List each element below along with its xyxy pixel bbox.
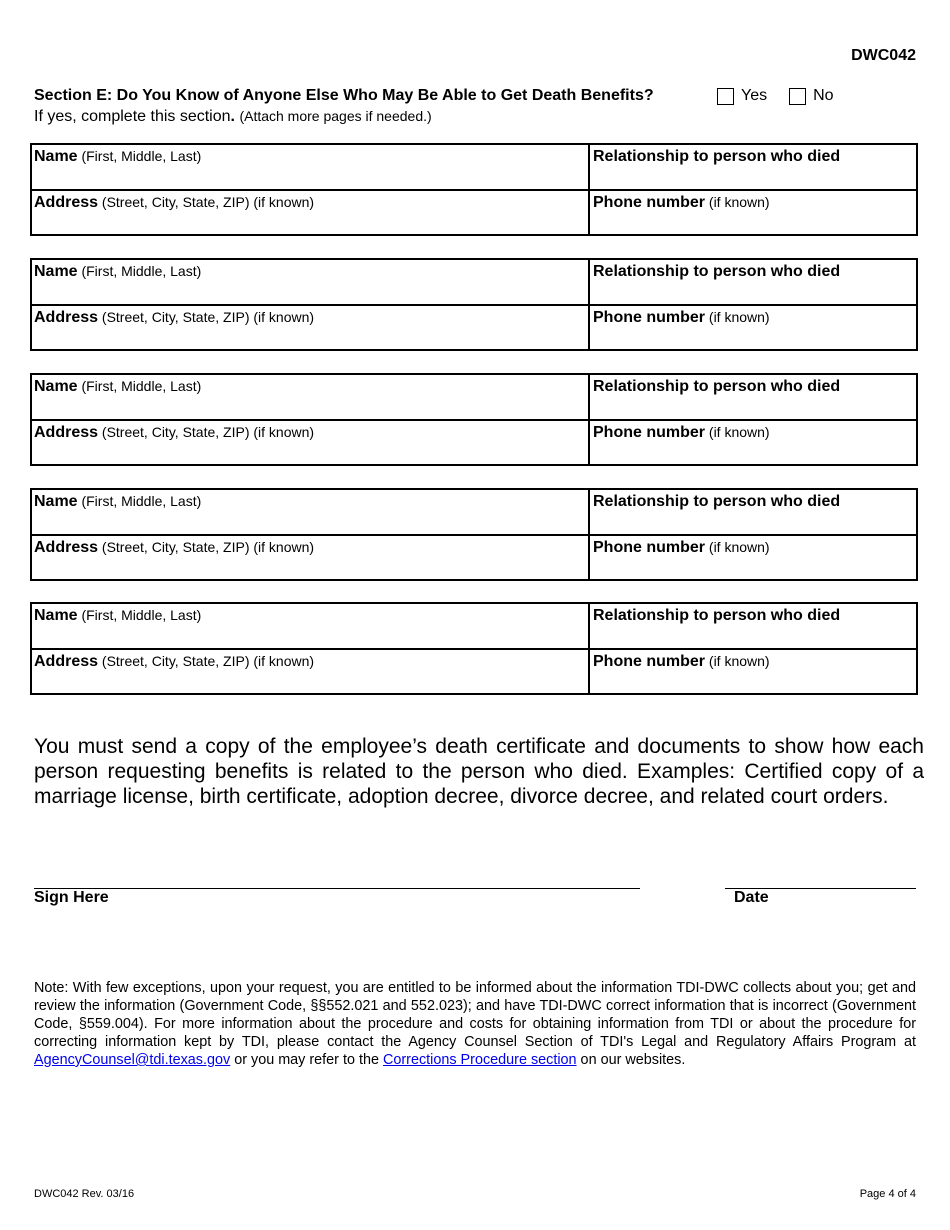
yes-no-choice bbox=[717, 87, 856, 105]
address-hint: (Street, City, State, ZIP) (if known) bbox=[101, 309, 315, 325]
beneficiary-entry bbox=[30, 602, 918, 695]
page-number: Page 4 of 4 bbox=[859, 1188, 916, 1200]
instruction-dot: . bbox=[230, 108, 235, 125]
name-label: Name bbox=[34, 263, 78, 280]
column-divider bbox=[588, 145, 590, 234]
no-label: No bbox=[813, 87, 834, 104]
phone-field[interactable] bbox=[593, 309, 770, 327]
entry-row-name bbox=[32, 145, 916, 191]
relationship-field[interactable] bbox=[593, 493, 840, 511]
column-divider bbox=[588, 604, 590, 693]
documents-notice: You must send a copy of the employee’s death certificate and documents to show how each person requesting benefits is related to the person who died. Examples: Certified copy of a marriage license, birth certificate, adoption decree, divorce decree, and related court orders. bbox=[34, 735, 924, 808]
phone-label: Phone number bbox=[593, 309, 706, 326]
section-instruction bbox=[34, 108, 432, 126]
beneficiary-entry bbox=[30, 488, 918, 581]
beneficiary-entry bbox=[30, 373, 918, 466]
address-field[interactable] bbox=[34, 653, 314, 671]
address-hint: (Street, City, State, ZIP) (if known) bbox=[101, 539, 315, 555]
address-label: Address bbox=[34, 194, 99, 211]
entry-row-name bbox=[32, 260, 916, 306]
phone-hint: (if known) bbox=[708, 424, 770, 440]
phone-hint: (if known) bbox=[708, 194, 770, 210]
relationship-field[interactable] bbox=[593, 263, 840, 281]
name-label: Name bbox=[34, 493, 78, 510]
entry-row-address bbox=[32, 536, 916, 581]
address-hint: (Street, City, State, ZIP) (if known) bbox=[101, 424, 315, 440]
address-label: Address bbox=[34, 539, 99, 556]
column-divider bbox=[588, 375, 590, 464]
section-question: Section E: Do You Know of Anyone Else Who May Be Able to Get Death Benefits? bbox=[34, 87, 654, 104]
entry-row-address bbox=[32, 306, 916, 351]
relationship-field[interactable] bbox=[593, 607, 840, 625]
relationship-field[interactable] bbox=[593, 378, 840, 396]
phone-hint: (if known) bbox=[708, 539, 770, 555]
no-checkbox[interactable] bbox=[789, 88, 806, 105]
address-label: Address bbox=[34, 309, 99, 326]
address-label: Address bbox=[34, 653, 99, 670]
note-text-middle: or you may refer to the bbox=[230, 1052, 383, 1068]
name-hint: (First, Middle, Last) bbox=[81, 493, 202, 509]
phone-hint: (if known) bbox=[708, 309, 770, 325]
phone-label: Phone number bbox=[593, 194, 706, 211]
corrections-procedure-link[interactable]: Corrections Procedure section bbox=[382, 1052, 577, 1068]
note-text-after: on our websites. bbox=[576, 1052, 686, 1068]
name-field[interactable] bbox=[34, 263, 201, 281]
relationship-field[interactable] bbox=[593, 148, 840, 166]
beneficiary-entry bbox=[30, 143, 918, 236]
attach-note: (Attach more pages if needed.) bbox=[239, 108, 432, 124]
note-text-before: Note: With few exceptions, upon your request, you are entitled to be informed about the information TDI-DWC collects about you; get and review the information (Government Code, §§552.021 and 552.023); and have TDI-DWC correct information that is incorrect (Government Code, §559.004). For more information about the procedure and costs for obtaining information from TDI or about the procedure for correcting information kept by TDI, please contact the Agency Counsel Section of TDI's Legal and Regulatory Affairs Program at bbox=[34, 980, 916, 1050]
name-hint: (First, Middle, Last) bbox=[81, 263, 202, 279]
address-field[interactable] bbox=[34, 424, 314, 442]
yes-label: Yes bbox=[741, 87, 768, 104]
signature-line[interactable] bbox=[34, 888, 640, 889]
address-hint: (Street, City, State, ZIP) (if known) bbox=[101, 194, 315, 210]
address-field[interactable] bbox=[34, 309, 314, 327]
phone-field[interactable] bbox=[593, 653, 770, 671]
phone-label: Phone number bbox=[593, 653, 706, 670]
name-hint: (First, Middle, Last) bbox=[81, 148, 202, 164]
instruction-text: If yes, complete this section bbox=[34, 108, 231, 125]
name-field[interactable] bbox=[34, 607, 201, 625]
yes-checkbox[interactable] bbox=[717, 88, 734, 105]
privacy-note bbox=[34, 979, 916, 1069]
phone-label: Phone number bbox=[593, 424, 706, 441]
name-field[interactable] bbox=[34, 148, 201, 166]
beneficiary-entry bbox=[30, 258, 918, 351]
address-hint: (Street, City, State, ZIP) (if known) bbox=[101, 653, 315, 669]
address-field[interactable] bbox=[34, 194, 314, 212]
entry-row-address bbox=[32, 191, 916, 236]
entry-row-address bbox=[32, 650, 916, 695]
address-label: Address bbox=[34, 424, 99, 441]
entry-row-name bbox=[32, 604, 916, 650]
relationship-label: Relationship to person who died bbox=[593, 148, 841, 165]
phone-field[interactable] bbox=[593, 194, 770, 212]
name-label: Name bbox=[34, 607, 78, 624]
relationship-label: Relationship to person who died bbox=[593, 493, 841, 510]
relationship-label: Relationship to person who died bbox=[593, 263, 841, 280]
name-label: Name bbox=[34, 148, 78, 165]
entry-row-name bbox=[32, 375, 916, 421]
form-revision: DWC042 Rev. 03/16 bbox=[34, 1188, 135, 1200]
name-field[interactable] bbox=[34, 493, 201, 511]
relationship-label: Relationship to person who died bbox=[593, 607, 841, 624]
relationship-label: Relationship to person who died bbox=[593, 378, 841, 395]
column-divider bbox=[588, 260, 590, 349]
column-divider bbox=[588, 490, 590, 579]
name-hint: (First, Middle, Last) bbox=[81, 607, 202, 623]
sign-here-label: Sign Here bbox=[34, 889, 109, 906]
form-id: DWC042 bbox=[851, 47, 916, 64]
name-hint: (First, Middle, Last) bbox=[81, 378, 202, 394]
phone-field[interactable] bbox=[593, 424, 770, 442]
entry-row-address bbox=[32, 421, 916, 466]
name-field[interactable] bbox=[34, 378, 201, 396]
address-field[interactable] bbox=[34, 539, 314, 557]
phone-field[interactable] bbox=[593, 539, 770, 557]
agency-counsel-email-link[interactable]: AgencyCounsel@tdi.texas.gov bbox=[34, 1052, 231, 1068]
phone-hint: (if known) bbox=[708, 653, 770, 669]
phone-label: Phone number bbox=[593, 539, 706, 556]
name-label: Name bbox=[34, 378, 78, 395]
date-label: Date bbox=[734, 889, 769, 906]
entry-row-name bbox=[32, 490, 916, 536]
